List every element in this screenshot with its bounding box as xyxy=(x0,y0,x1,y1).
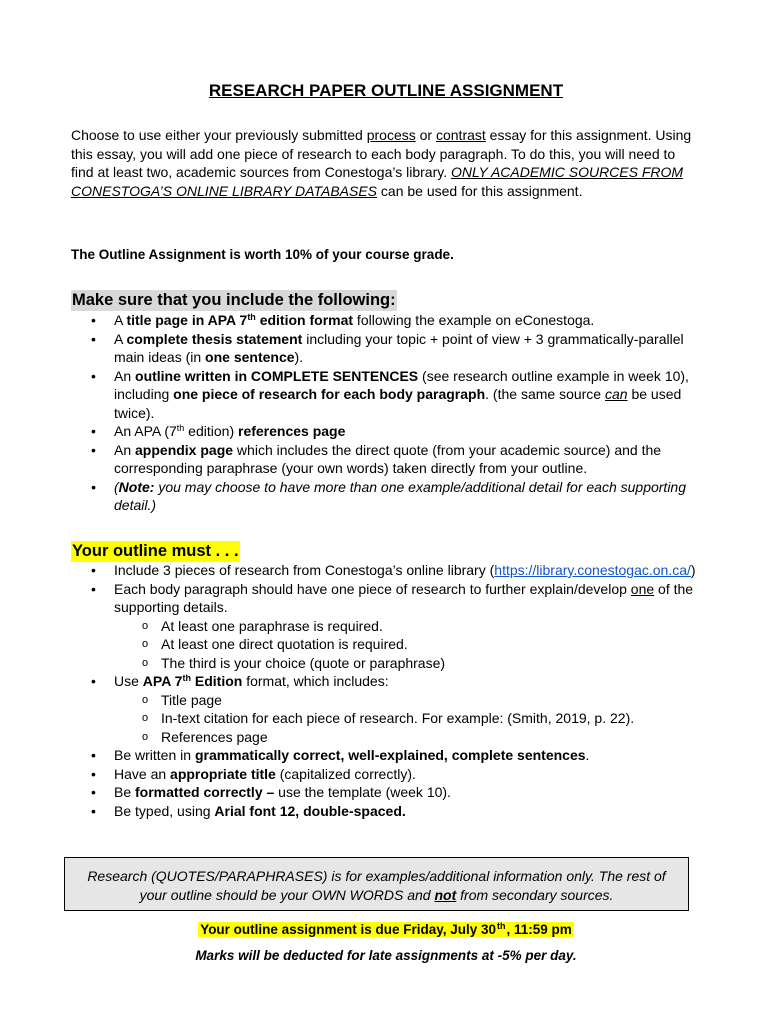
sub-list xyxy=(114,691,701,747)
intro-paragraph: Choose to use either your previously submitted process or contrast essay for this assignment. Using this essay, you will add one piece of research to each body paragraph. To do this, you will need to find at least two, academic sources from Conestoga’s library. ONLY ACADEMIC SOURCES FROM CONESTOGA’S ONLINE LIBRARY DATABASES can be used for this assignment. xyxy=(71,127,692,199)
list-item: • Be formatted correctly – use the template (week 10). xyxy=(71,783,701,802)
late-penalty-notice: Marks will be deducted for late assignments at -5% per day. xyxy=(195,948,577,963)
list-item: • Have an appropriate title (capitalized correctly). xyxy=(71,765,701,784)
due-date-notice: Your outline assignment is due Friday, July 30th, 11:59 pm xyxy=(200,921,572,937)
research-note-box: Research (QUOTES/PARAPHRASES) is for examples/additional information only. The rest of your outline should be your OWN WORDS and not from secondary sources. xyxy=(64,857,689,911)
list-item: • A title page in APA 7th edition format following the example on eConestoga. xyxy=(71,311,701,330)
grade-worth-statement: The Outline Assignment is worth 10% of your course grade. xyxy=(71,247,454,262)
list-item: • A complete thesis statement including your topic + point of view + 3 grammatically-parallel main ideas (in one sentence). xyxy=(71,330,701,367)
sub-list-item: o Title page xyxy=(114,691,701,710)
process-term: process xyxy=(366,127,416,143)
list-item: • Use APA 7th Edition format, which includes: o Title page o In-text citation for each piece of research. For example: (Smith, 2019, p. 22). o References page xyxy=(71,672,701,746)
section-heading-outline-must: Your outline must . . . xyxy=(72,542,239,560)
outline-requirements-list xyxy=(71,561,701,820)
list-item: • Include 3 pieces of research from Conestoga’s online library (https://library.conestogac.on.ca/) xyxy=(71,561,701,580)
list-item: • An outline written in COMPLETE SENTENCES (see research outline example in week 10), including one piece of research for each body paragraph. (the same source can be used twice). xyxy=(71,367,701,423)
list-item-note: • (Note: you may choose to have more than one example/additional detail for each supporting detail.) xyxy=(71,478,701,515)
list-item: • Be written in grammatically correct, well-explained, complete sentences. xyxy=(71,746,701,765)
page-title: RESEARCH PAPER OUTLINE ASSIGNMENT xyxy=(208,81,564,100)
list-item: • An appendix page which includes the direct quote (from your academic source) and the corresponding paraphrase (your own words) taken directly from your outline. xyxy=(71,441,701,478)
academic-sources-note: ONLY ACADEMIC SOURCES FROM CONESTOGA’S ONLINE LIBRARY DATABASES xyxy=(71,164,684,199)
sub-list-item: o References page xyxy=(114,728,701,747)
list-item: • Be typed, using Arial font 12, double-spaced. xyxy=(71,802,701,821)
contrast-term: contrast xyxy=(435,127,486,143)
list-item: • Each body paragraph should have one piece of research to further explain/develop one of the supporting details. o At least one paraphrase is required. o At least one direct quotation is required. o The third is your choice (quote or paraphrase) xyxy=(71,580,701,673)
list-item: • An APA (7th edition) references page xyxy=(71,422,701,441)
sub-list-item: o At least one paraphrase is required. xyxy=(114,617,701,636)
sub-list-item: o At least one direct quotation is required. xyxy=(114,635,701,654)
sub-list-item: o The third is your choice (quote or paraphrase) xyxy=(114,654,701,673)
include-list xyxy=(71,311,701,515)
library-link[interactable]: https://library.conestogac.on.ca/ xyxy=(494,562,691,578)
sub-list xyxy=(114,617,701,673)
section-heading-include: Make sure that you include the following: xyxy=(72,291,396,309)
sub-list-item: o In-text citation for each piece of research. For example: (Smith, 2019, p. 22). xyxy=(114,709,701,728)
